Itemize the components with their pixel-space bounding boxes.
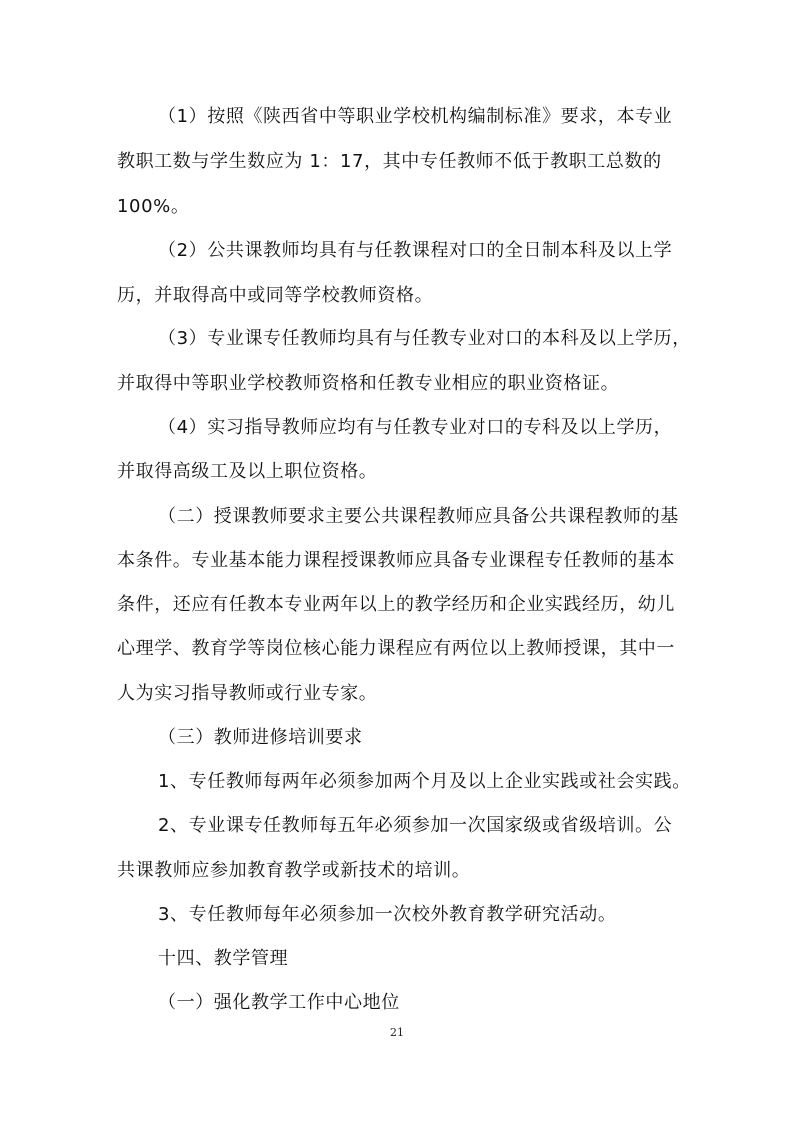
paragraph-line: 1、专任教师每两年必须参加两个月及以上企业实践或社会实践。 [158,771,691,792]
paragraph-line: （1）按照《陕西省中等职业学校机构编制标准》要求，本专业 [158,106,673,127]
paragraph-line: 心理学、教育学等岗位核心能力课程应有两位以上教师授课，其中一 [117,638,675,659]
paragraph-line: 本条件。专业基本能力课程授课教师应具备专业课程专任教师的基本 [117,550,675,571]
paragraph-line: 条件，还应有任教本专业两年以上的教学经历和企业实践经历，幼儿 [117,594,675,615]
paragraph-line: （3）专业课专任教师均具有与任教专业对口的本科及以上学历， [158,328,691,349]
section-heading: 十四、教学管理 [158,948,289,969]
paragraph-line: 历，并取得高中或同等学校教师资格。 [117,285,434,306]
paragraph-line: 共课教师应参加教育教学或新技术的培训。 [117,860,471,881]
paragraph-line: （2）公共课教师均具有与任教课程对口的全日制本科及以上学 [158,240,673,261]
paragraph-line: （4）实习指导教师应均有与任教专业对口的专科及以上学历， [158,417,673,438]
paragraph-line: 并取得中等职业学校教师资格和任教专业相应的职业资格证。 [117,373,620,394]
paragraph-line: 教职工数与学生数应为 1：17，其中专任教师不低于教职工总数的 [117,151,662,172]
paragraph-line: 并取得高级工及以上职位资格。 [117,461,378,482]
section-heading: （一）强化教学工作中心地位 [158,992,400,1013]
paragraph-line: 100%。 [117,196,190,217]
paragraph-line: （二）授课教师要求主要公共课程教师应具备公共课程教师的基 [158,506,679,527]
section-heading: （三）教师进修培训要求 [158,727,363,748]
paragraph-line: 人为实习指导教师或行业专家。 [117,683,378,704]
paragraph-line: 2、专业课专任教师每五年必须参加一次国家级或省级培训。公 [158,815,673,836]
paragraph-line: 3、专任教师每年必须参加一次校外教育教学研究活动。 [158,904,617,925]
page-number: 21 [390,1026,404,1039]
